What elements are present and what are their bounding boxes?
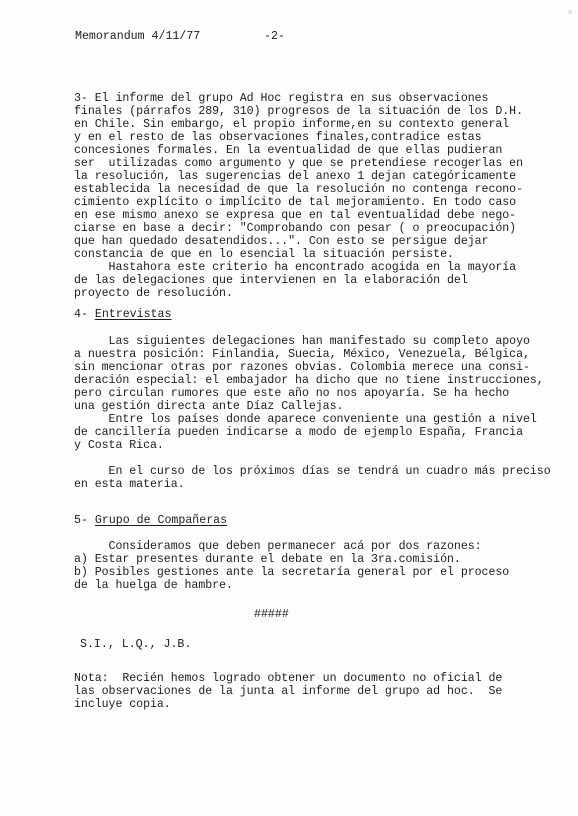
section-5-heading	[74, 514, 227, 527]
section-3-line: en Chile. Sin embargo, el propio informe,en su contexto general	[74, 118, 510, 131]
section-4-para3-line: En el curso de los próximos días se tendrá un cuadro más preciso	[74, 465, 551, 478]
section-4-para2-line: Entre los países donde aparece conveniente una gestión a nivel	[74, 413, 537, 426]
section-5-line: b) Posibles gestiones ante la secretaría general por el proceso	[74, 566, 510, 579]
section-4-para3-line: en esta materia.	[74, 478, 185, 491]
section-3-line: cimiento explícito o implícito de tal mejoramiento. En todo caso	[74, 196, 517, 209]
section-3-para2-line: de las delegaciones que intervienen en la elaboración del	[74, 274, 468, 287]
section-3-line: concesiones formales. En la eventualidad de que ellas pudieran	[74, 144, 503, 157]
section-3-line: 3- El informe del grupo Ad Hoc registra en sus observaciones	[74, 92, 489, 105]
section-3-para2-line: Hastahora este criterio ha encontrado acogida en la mayoría	[74, 261, 517, 274]
section-4-para1-line: una gestión directa ante Díaz Callejas.	[74, 400, 344, 413]
signature-initials: S.I., L.Q., J.B.	[80, 638, 192, 651]
section-4-para1-line: a nuestra posición: Finlandia, Suecia, México, Venezuela, Bélgica,	[74, 348, 530, 361]
section-5-line: Consideramos que deben permanecer acá por dos razones:	[74, 540, 482, 553]
page-number: -2-	[264, 30, 285, 43]
section-4-title: Entrevistas	[94, 308, 172, 321]
section-4-para1-line: sin mencionar otras por razones obvias. Colombia merece una consi-	[74, 361, 530, 374]
section-3-para2-line: proyecto de resolución.	[74, 287, 233, 300]
section-4-para1-line: deración especial: el embajador ha dicho que no tiene instrucciones,	[74, 374, 544, 387]
section-3-line: en ese mismo anexo se expresa que en tal eventualidad debe nego-	[74, 209, 517, 222]
section-3-line: establecida la necesidad de que la resolución no contenga recono-	[74, 183, 523, 196]
section-3-line: la resolución, las sugerencias del anexo 1 dejan categóricamente	[74, 170, 517, 183]
section-4-heading	[74, 308, 171, 321]
section-4-para1-line: pero circulan rumores que este año no nos apoyaría. Se ha hecho	[74, 387, 510, 400]
nota-line: Nota: Recién hemos logrado obtener un documento no oficial de	[74, 672, 503, 685]
section-5-number: 5-	[74, 514, 95, 527]
section-3-line: que han quedado desatendidos...". Con esto se persigue dejar	[74, 235, 489, 248]
memo-header: Memorandum 4/11/77	[75, 30, 201, 43]
section-3-line: ser utilizadas como argumento y que se pretendiese recogerlas en	[74, 157, 523, 170]
section-4-number: 4-	[74, 308, 95, 321]
nota-line: las observaciones de la junta al informe del grupo ad hoc. Se	[74, 685, 503, 698]
nota-line: incluye copia.	[74, 698, 171, 711]
section-4-para2-line: de cancillería pueden indicarse a modo de ejemplo España, Francia	[74, 426, 523, 439]
section-4-para1-line: Las siguientes delegaciones han manifestado su completo apoyo	[74, 335, 530, 348]
section-3-line: constancia de que en lo esencial la situación persiste.	[74, 248, 454, 261]
section-divider: #####	[254, 608, 289, 621]
section-5-line: de la huelga de hambre.	[74, 579, 233, 592]
section-5-title: Grupo de Compañeras	[94, 514, 228, 527]
section-3-line: y en el resto de las observaciones finales,contradice estas	[74, 131, 482, 144]
paper-smudge	[568, 10, 572, 14]
section-3-line: ciarse en base a decir: "Comprobando con pesar ( o preocupación)	[74, 222, 517, 235]
section-4-para2-line: y Costa Rica.	[74, 439, 164, 452]
section-5-line: a) Estar presentes durante el debate en la 3ra.comisión.	[74, 553, 461, 566]
section-3-line: finales (párrafos 289, 310) progresos de la situación de los D.H.	[74, 105, 523, 118]
